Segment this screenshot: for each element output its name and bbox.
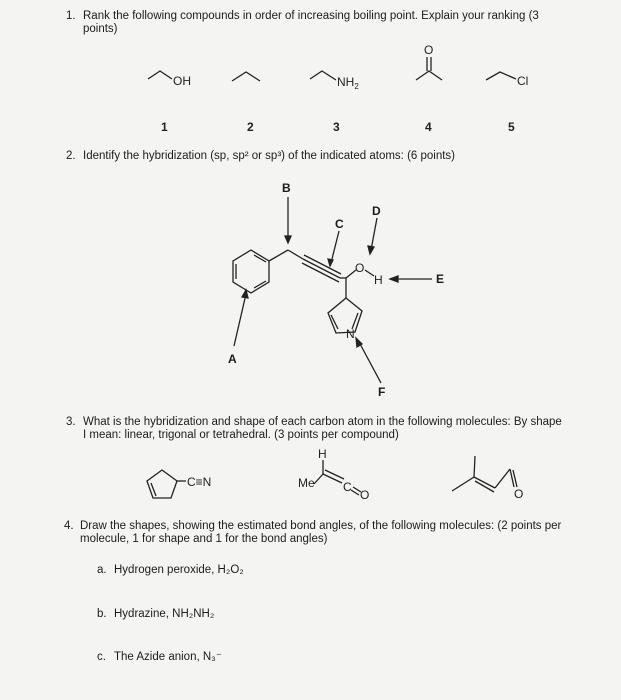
- q3-methylketene: [298, 447, 369, 502]
- ketene-me-label: Me: [298, 476, 315, 490]
- q2-number: 2.: [66, 150, 76, 162]
- label-b: B: [282, 181, 291, 195]
- compound-number-4: 4: [425, 120, 432, 134]
- compound-number-3: 3: [333, 120, 340, 134]
- nh2-label: $NH_2$: [337, 75, 359, 91]
- carbonyl-o-label: O: [424, 43, 434, 57]
- hydroxyl-o-label: O: [355, 261, 365, 275]
- ketene-o-label: O: [360, 488, 370, 502]
- compound-4-acetone: [416, 43, 442, 80]
- label-a: A: [228, 352, 237, 366]
- nitrile-label: C≡N: [187, 475, 212, 489]
- compound-3-ethylamine: [310, 71, 359, 91]
- label-d: D: [372, 204, 381, 218]
- label-f: F: [378, 385, 386, 399]
- q4c-text: The Azide anion, N₃⁻: [114, 651, 222, 663]
- q4a-text: Hydrogen peroxide, H₂O₂: [114, 564, 244, 576]
- label-e: E: [436, 272, 445, 286]
- q2-molecule: [233, 197, 432, 383]
- label-c: C: [335, 217, 344, 231]
- compound-2-propane: [232, 72, 260, 81]
- q4-text-line1: Draw the shapes, showing the estimated bond angles, of the following molecules: (2 points per: [80, 520, 562, 532]
- compound-1-ethanol: [148, 71, 191, 88]
- ring-n-label: N: [346, 327, 355, 341]
- q4-text-line2: molecule, 1 for shape and 1 for the bond angles): [80, 533, 328, 545]
- compound-number-2: 2: [247, 120, 254, 134]
- enone-o-label: O: [514, 487, 524, 501]
- q3-cyclopentyl-nitrile: [147, 470, 211, 498]
- ketene-c-label: C: [343, 480, 352, 494]
- compound-number-5: 5: [508, 120, 515, 134]
- q4b-text: Hydrazine, NH₂NH₂: [114, 608, 215, 620]
- q3-enone: [452, 456, 523, 501]
- compound-5-chloroethane: [486, 72, 528, 88]
- q4-number: 4.: [64, 520, 74, 532]
- q3-text-line2: I mean: linear, trigonal or tetrahedral. (3 points per compound): [83, 429, 399, 441]
- q3-text-line1: What is the hybridization and shape of each carbon atom in the following molecules: By shape: [83, 416, 562, 428]
- hydroxyl-h-label: H: [374, 273, 383, 287]
- q1-text-line1: Rank the following compounds in order of increasing boiling point. Explain your ranking (3: [83, 10, 539, 22]
- q2-text: Identify the hybridization (sp, sp² or sp³) of the indicated atoms: (6 points): [83, 150, 456, 162]
- q1-number: 1.: [66, 10, 76, 22]
- q3-number: 3.: [66, 416, 76, 428]
- ketene-h-label: H: [318, 447, 327, 461]
- q4b-letter: b.: [97, 608, 107, 620]
- q4c-letter: c.: [97, 651, 106, 663]
- cl-label: Cl: [517, 74, 529, 88]
- q1-text-line2: points): [83, 23, 118, 35]
- q4a-letter: a.: [97, 564, 107, 576]
- oh-label: OH: [173, 74, 191, 88]
- compound-number-1: 1: [161, 120, 168, 134]
